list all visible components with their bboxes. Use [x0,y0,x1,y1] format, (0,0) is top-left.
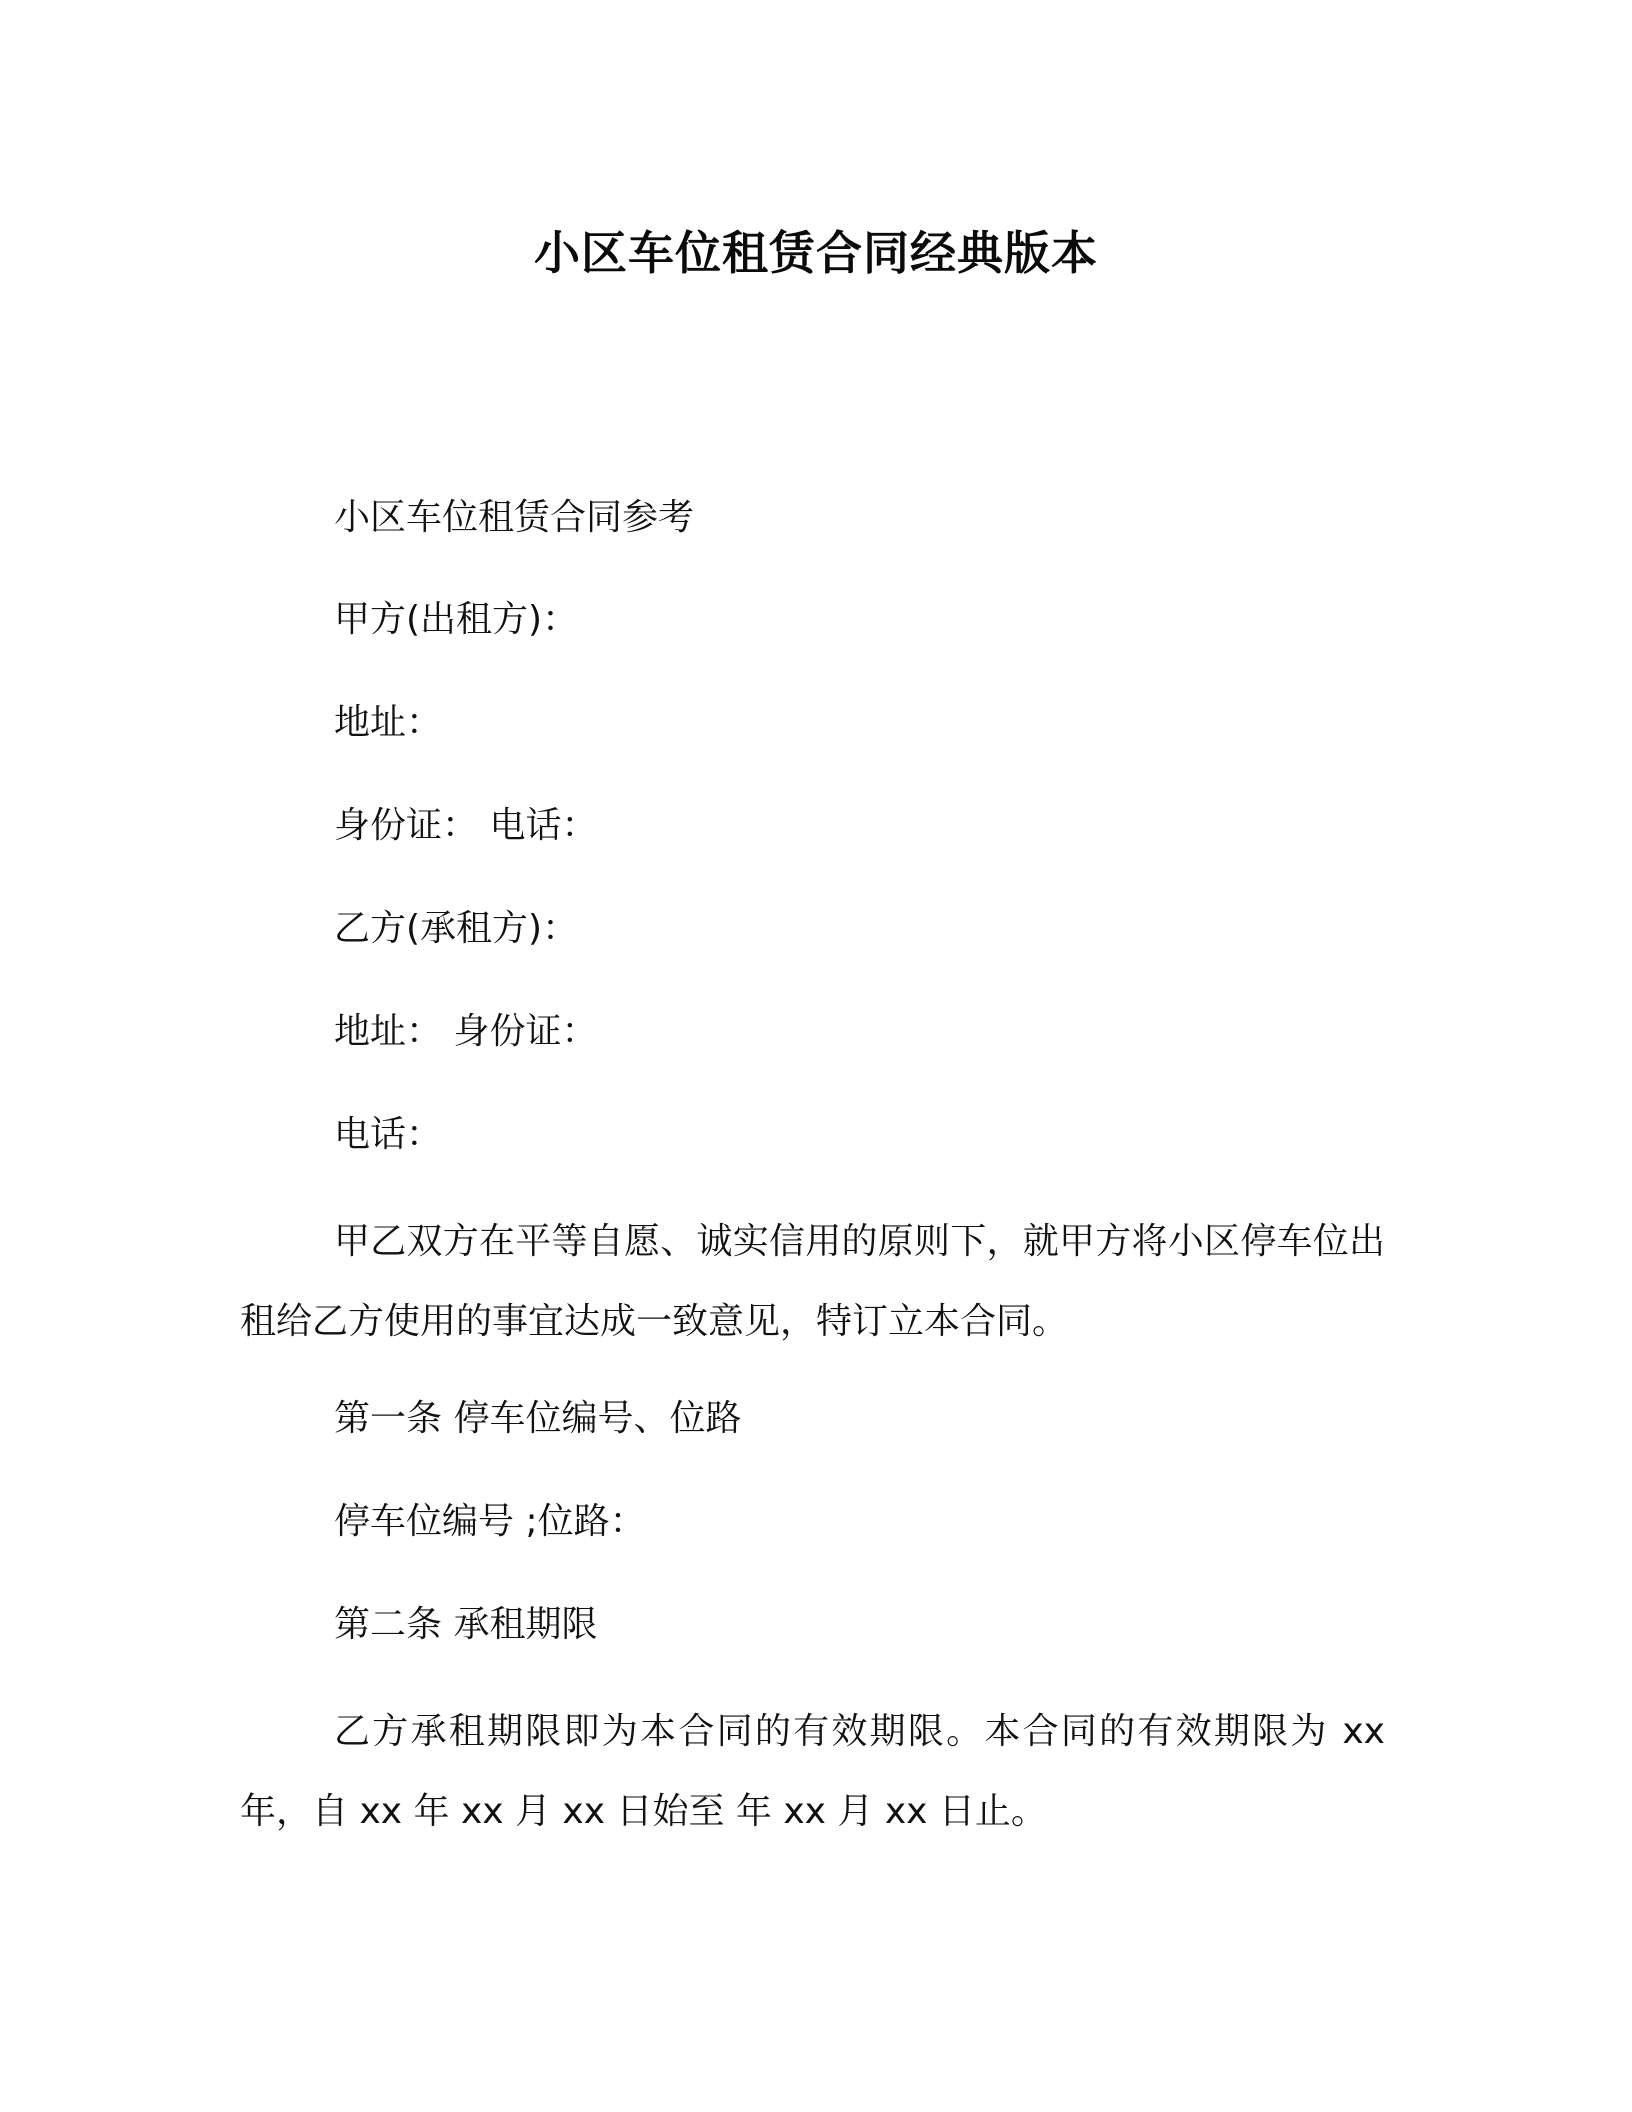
party-b-address-id-label: 地址： 身份证： [334,1011,598,1052]
party-a-address-label: 地址： [334,702,443,743]
article-1-body: 停车位编号 ;位路： [334,1501,646,1542]
contract-subtitle: 小区车位租赁合同参考 [334,497,695,538]
party-b-label: 乙方(承租方)： [334,908,579,949]
intro-paragraph: 甲乙双方在平等自愿、诚实信用的原则下，就甲方将小区停车位出租给乙方使用的事宜达成一致意见，特订立本合同。 [240,1221,1385,1342]
article-2-heading: 第二条 承租期限 [334,1604,598,1645]
party-a-id-phone-label: 身份证： 电话： [334,805,598,846]
document-title: 小区车位租赁合同经典版本 [534,226,1098,280]
party-a-label: 甲方(出租方)： [334,599,579,640]
article-2-body: 乙方承租期限即为本合同的有效期限。本合同的有效期限为 xx 年，自 xx 年 xx 月 xx 日始至 年 xx 月 xx 日止。 [240,1711,1385,1832]
article-1-heading: 第一条 停车位编号、位路 [334,1398,742,1439]
party-b-phone-label: 电话： [334,1114,443,1155]
